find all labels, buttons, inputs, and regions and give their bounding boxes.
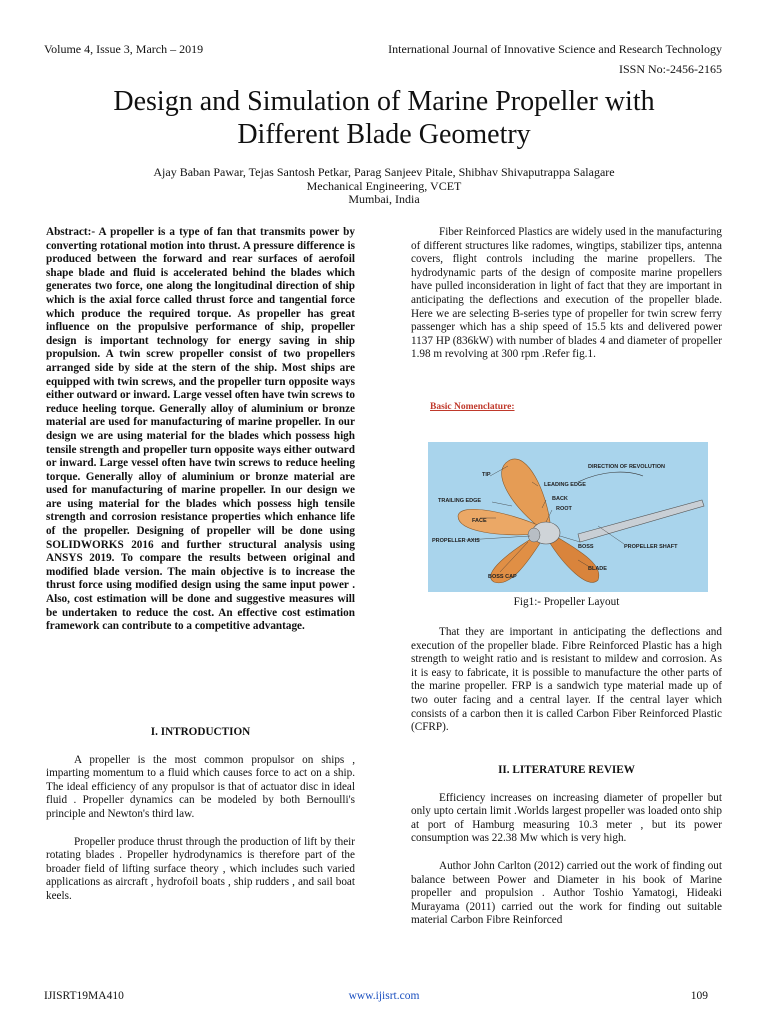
affiliation: Mechanical Engineering, VCET [306,178,462,193]
author-block [40,166,728,207]
intro-paragraph-1: A propeller is the most common propulsor on ships , imparting momentum to a fluid which causes force to act on a ship. The ideal efficiency of any propulsor is that of actuator disc in ideal fluid . Propeller dynamics can be modeled by both Bernoulli's principle and Newton's third law. [46,753,355,820]
frp-paragraph: That they are important in anticipating the deflections and execution of the propeller blade. Fibre Reinforced Plastic has a high strength to weight ratio and is resistant to mildew and corrosion. As it is easy to fabricate, it is possible to manufacture the other parts of the marine propeller. FRP is a sandwich type material made up of two outer facing and a central layer. If the central layer which consists of a carbon then it is called Carbon Fiber Reinforced Plastic (CFRP). [411,626,722,734]
title-line-2: Different Blade Geometry [237,119,531,150]
label-propeller-axis: PROPELLER AXIS [432,538,480,544]
footer-code: IJISRT19MA410 [44,990,124,1002]
fiber-paragraph: Fiber Reinforced Plastics are widely used in the manufacturing of different structures like radomes, wingtips, stabilizer tips, antenna covers, flight controls including the marine propellers. The hydrodynamic parts of the design of composite marine propellers have pulled inconsideration in light of fact that they are important in anticipating the deflections and execution of the propeller blade. Here we are selecting B-series type of propeller for twin screw ferry passenger which has a ship speed of 15.5 kts and delivered power 1137 HP (836kW) with number of blades 4 and diameter of propeller 1.98 m revolving at 300 rpm .Refer fig.1. [411,226,722,361]
literature-paragraph-2: Author John Carlton (2012) carried out the work of finding out balance between Power and Diameter in his book of Marine propeller and propulsion . Author Toshio Yamatogi, Hideaki Murayama (2011) carried out the work for finding out suitable material Carbon Fibre Reinforced [411,859,722,927]
label-leading-edge: LEADING EDGE [544,482,586,488]
label-blade: BLADE [588,566,607,572]
introduction-heading: I. INTRODUCTION [150,726,251,738]
title-line-1: Design and Simulation of Marine Propeller with [113,86,655,117]
header-volume: Volume 4, Issue 3, March – 2019 [44,42,204,56]
label-propeller-shaft: PROPELLER SHAFT [624,544,678,550]
location: Mumbai, India [348,192,420,206]
label-trailing-edge: TRAILING EDGE [438,498,482,504]
label-tip: TIP [482,472,491,478]
introduction-section [46,726,355,904]
header-issn: ISSN No:-2456-2165 [618,62,722,76]
literature-paragraph-1: Efficiency increases on increasing diameter of propeller but only upto certain limit .Worlds largest propeller was loaded onto ship at port of Hamburg measuring 10.3 meter , but its power consumption was 22.38 Mw which is very high. [411,791,722,845]
label-boss-cap: BOSS CAP [488,574,517,580]
literature-section [411,764,722,928]
label-back: BACK [552,496,568,502]
figure-caption: Fig1:- Propeller Layout [513,596,620,608]
label-boss: BOSS [578,544,594,550]
intro-paragraph-2: Propeller produce thrust through the production of lift by their rotating blades . Propeller hydrodynamics is therefore part of the broader field of lifting surface theory , which includes such varied applications as aircraft , hydrofoil boats , ship rudders , and sail boat keels. [46,835,355,902]
label-root: ROOT [556,506,572,512]
propeller-boss-cap [528,528,540,542]
authors: Ajay Baban Pawar, Tejas Santosh Petkar, Parag Sanjeev Pitale, Shibhav Shivaputrappa Salagare [153,165,615,179]
paper-title [40,85,728,151]
abstract: Abstract:- A propeller is a type of fan that transmits power by converting rotational motion into thrust. A pressure difference is produced between the forward and rear surfaces of aerofoil shape blade and fluid is accelerated behind the blades which generates two force, one along the longitudinal direction of ship which is the axial force called thrust force and tangential force which produce the required torque. As propeller has great influence on the propulsive performance of ship, propeller design is important technology for energy saving in ship propulsion. A twin screw propeller consist of two propellers arranged side by side at the stern of the ship. Most ships are equipped with twin screws, and the propeller turn opposite ways either outward or inward. Large vessel often have twin screws to reduce heeling torque. Generally alloy of aluminium or bronze material are used for manufacturing of marine propeller. In our design we are using material for the blades which possess high tensile strength and propeller turn opposite ways either outward or inward. Large vessel often have twin screws to reduce heeling torque. Generally alloy of aluminium or bronze material are used for manufacturing of marine propeller. In our design we are using material for the blades which possess high tensile strength and corrosion resistance properties which enhance life of the propeller. Designing of propeller will be done using SOLIDWORKS 2016 and further structural analysis using ANSYS 2019. To compare the results between original and modified blade version. The main objective is to increase the thrust force using modified design using the same input power . Also, cost estimation will be done and suggestive measures will be undertaken to reduce the cost. An effective cost estimation framework can contribute to a competitive advantage. [46,226,355,633]
label-direction: DIRECTION OF REVOLUTION [588,464,665,470]
literature-heading: II. LITERATURE REVIEW [498,764,635,776]
header-journal: International Journal of Innovative Science and Research Technology [388,42,722,56]
footer-page-number: 109 [690,990,708,1002]
nomenclature-label: Basic Nomenclature: [430,402,515,412]
label-face: FACE [472,518,487,524]
footer-url[interactable]: www.ijisrt.com [348,990,420,1002]
propeller-layout-figure [428,442,708,592]
